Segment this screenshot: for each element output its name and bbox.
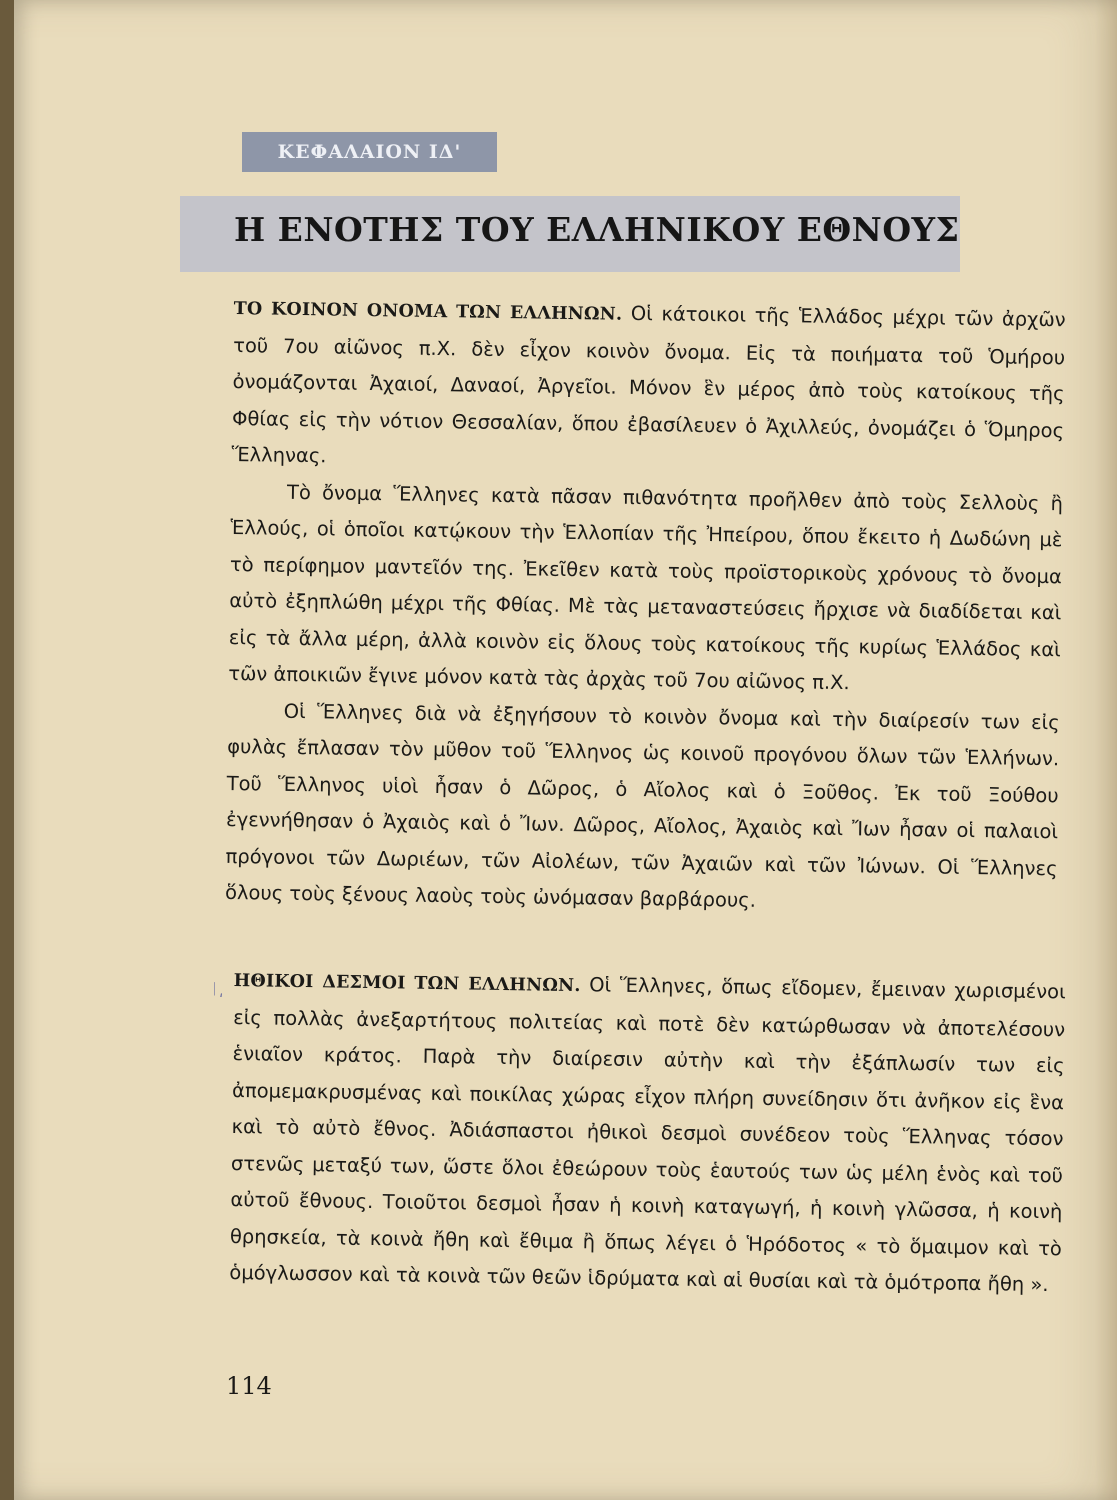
paragraph-text: Οἱ Ἕλληνες, ὅπως εἴδομεν, ἔμειναν χωρισμένοι εἰς πολλὰς ἀνεξαρτήτους πολιτείας καὶ ποτὲ δὲν κατώρθωσαν νὰ ἀποτελέσουν ἑνιαῖον κράτος. Παρὰ τὴν διαίρεσιν αὐτὴν καὶ τὴν ἐξάπλωσίν των εἰς ἀπομεμακρυσμένας καὶ ποικίλας χώρας εἶχον πλήρη συνείδησιν ὅτι ἀνῆκον εἰς ἓνα καὶ τὸ αὐτὸ ἔθνος. Ἀδιάσπαστοι ἠθικοὶ δεσμοὶ συνέδεον τοὺς Ἕλληνας τόσον στενῶς μεταξύ των, ὥστε ὅλοι ἐθεώρουν τοὺς ἑαυτούς των ὡς μέλη ἑνὸς καὶ τοῦ αὐτοῦ ἔθνους. Τοιοῦτοι δεσμοὶ ἦσαν ἡ κοινὴ καταγωγή, ἡ κοινὴ γλῶσσα, ἡ κοινὴ θρησκεία, τὰ κοινὰ ἤθη καὶ ἔθιμα ἢ ὅπως λέγει ὁ Ἡρόδοτος « τὸ ὅμαιμον καὶ τὸ ὁμόγλωσσον καὶ τὰ κοινὰ τῶν θεῶν ἱδρύματα καὶ αἱ θυσίαι καὶ τὰ ὁμότροπα ἤθη ». (229, 973, 1066, 1297)
section-paragraph: Τὸ ὄνομα Ἕλληνες κατὰ πᾶσαν πιθανότητα προῆλθεν ἀπὸ τοὺς Σελλοὺς ἢ Ἑλλούς, οἱ ὁποῖοι κατῴκουν τὴν Ἑλλοπίαν τῆς Ἠπείρου, ὅπου ἔκειτο ἡ Δωδώνη μὲ τὸ περίφημον μαντεῖόν της. Ἐκεῖθεν κατὰ τοὺς προϊστορικοὺς χρόνους τὸ ὄνομα αὐτὸ ἐξηπλώθη μέχρι τῆς Φθίας. Μὲ τὰς μεταναστεύσεις ἤρχισε νὰ διαδίδεται καὶ εἰς τὰ ἄλλα μέρη, ἀλλὰ κοινὸν εἰς ὅλους τοὺς κατοίκους τῆς κυρίως Ἑλλάδος καὶ τῶν ἀποικιῶν ἔγινε μόνον κατὰ τὰς ἀρχὰς τοῦ 7ου αἰῶνος π.Χ. (228, 480, 1064, 695)
section-paragraph (229, 962, 1066, 1304)
section-heading: ΗΘΙΚΟΙ ΔΕΣΜΟΙ ΤΩΝ ΕΛΛΗΝΩΝ. (233, 970, 581, 997)
paragraph-text: Οἱ κάτοικοι τῆς Ἑλλάδος μέχρι τῶν ἀρχῶν τοῦ 7ου αἰῶνος π.Χ. δὲν εἶχον κοινὸν ὄνομα. Εἰς τὰ ποιήματα τοῦ Ὁμήρου ὀνομάζονται Ἀχαιοί, Δαναοί, Ἀργεῖοι. Μόνον ἓν μέρος ἀπὸ τοὺς κατοίκους τῆς Φθίας εἰς τὴν νότιον Θεσσαλίαν, ὅπου ἐβασίλευεν ὁ Ἀχιλλεύς, ὀνομάζει ὁ Ὅμηρος Ἕλληνας. (231, 301, 1066, 468)
section-paragraph: Οἱ Ἕλληνες διὰ νὰ ἐξηγήσουν τὸ κοινὸν ὄνομα καὶ τὴν διαίρεσίν των εἰς φυλὰς ἔπλασαν τὸν μῦθον τοῦ Ἕλληνος ὡς κοινοῦ προγόνου ὅλων τῶν Ἑλλήνων. Τοῦ Ἕλληνος υἱοὶ ἦσαν ὁ Δῶρος, ὁ Αἴολος καὶ ὁ Ξοῦθος. Ἐκ τοῦ Ξούθου ἐγεννήθησαν ὁ Ἀχαιὸς καὶ ὁ Ἴων. Δῶρος, Αἴολος, Ἀχαιὸς καὶ Ἴων ἦσαν οἱ παλαιοὶ πρόγονοι τῶν Δωριέων, τῶν Αἰολέων, τῶν Ἀχαιῶν καὶ τῶν Ἰώνων. Οἱ Ἕλληνες ὅλους τοὺς ξένους λαοὺς τοὺς ὠνόμασαν βαρβάρους. (224, 699, 1060, 912)
page-edge-shadow (1095, 0, 1117, 1500)
pencil-mark-icon: ᛁ͵ (210, 980, 224, 998)
section-paragraph (231, 290, 1066, 486)
book-page (14, 0, 1117, 1500)
chapter-label: ΚΕΦΑΛΑΙΟΝ ΙΔ' (242, 132, 497, 172)
section-common-name (225, 290, 1066, 924)
section-moral-bonds (229, 962, 1066, 1304)
chapter-title: Η ΕΝΟΤΗΣ ΤΟΥ ΕΛΛΗΝΙΚΟΥ ΕΘΝΟΥΣ (234, 210, 960, 249)
section-heading: ΤΟ ΚΟΙΝΟΝ ΟΝΟΜΑ ΤΩΝ ΕΛΛΗΝΩΝ. (233, 298, 623, 325)
page-number: 114 (226, 1372, 272, 1400)
